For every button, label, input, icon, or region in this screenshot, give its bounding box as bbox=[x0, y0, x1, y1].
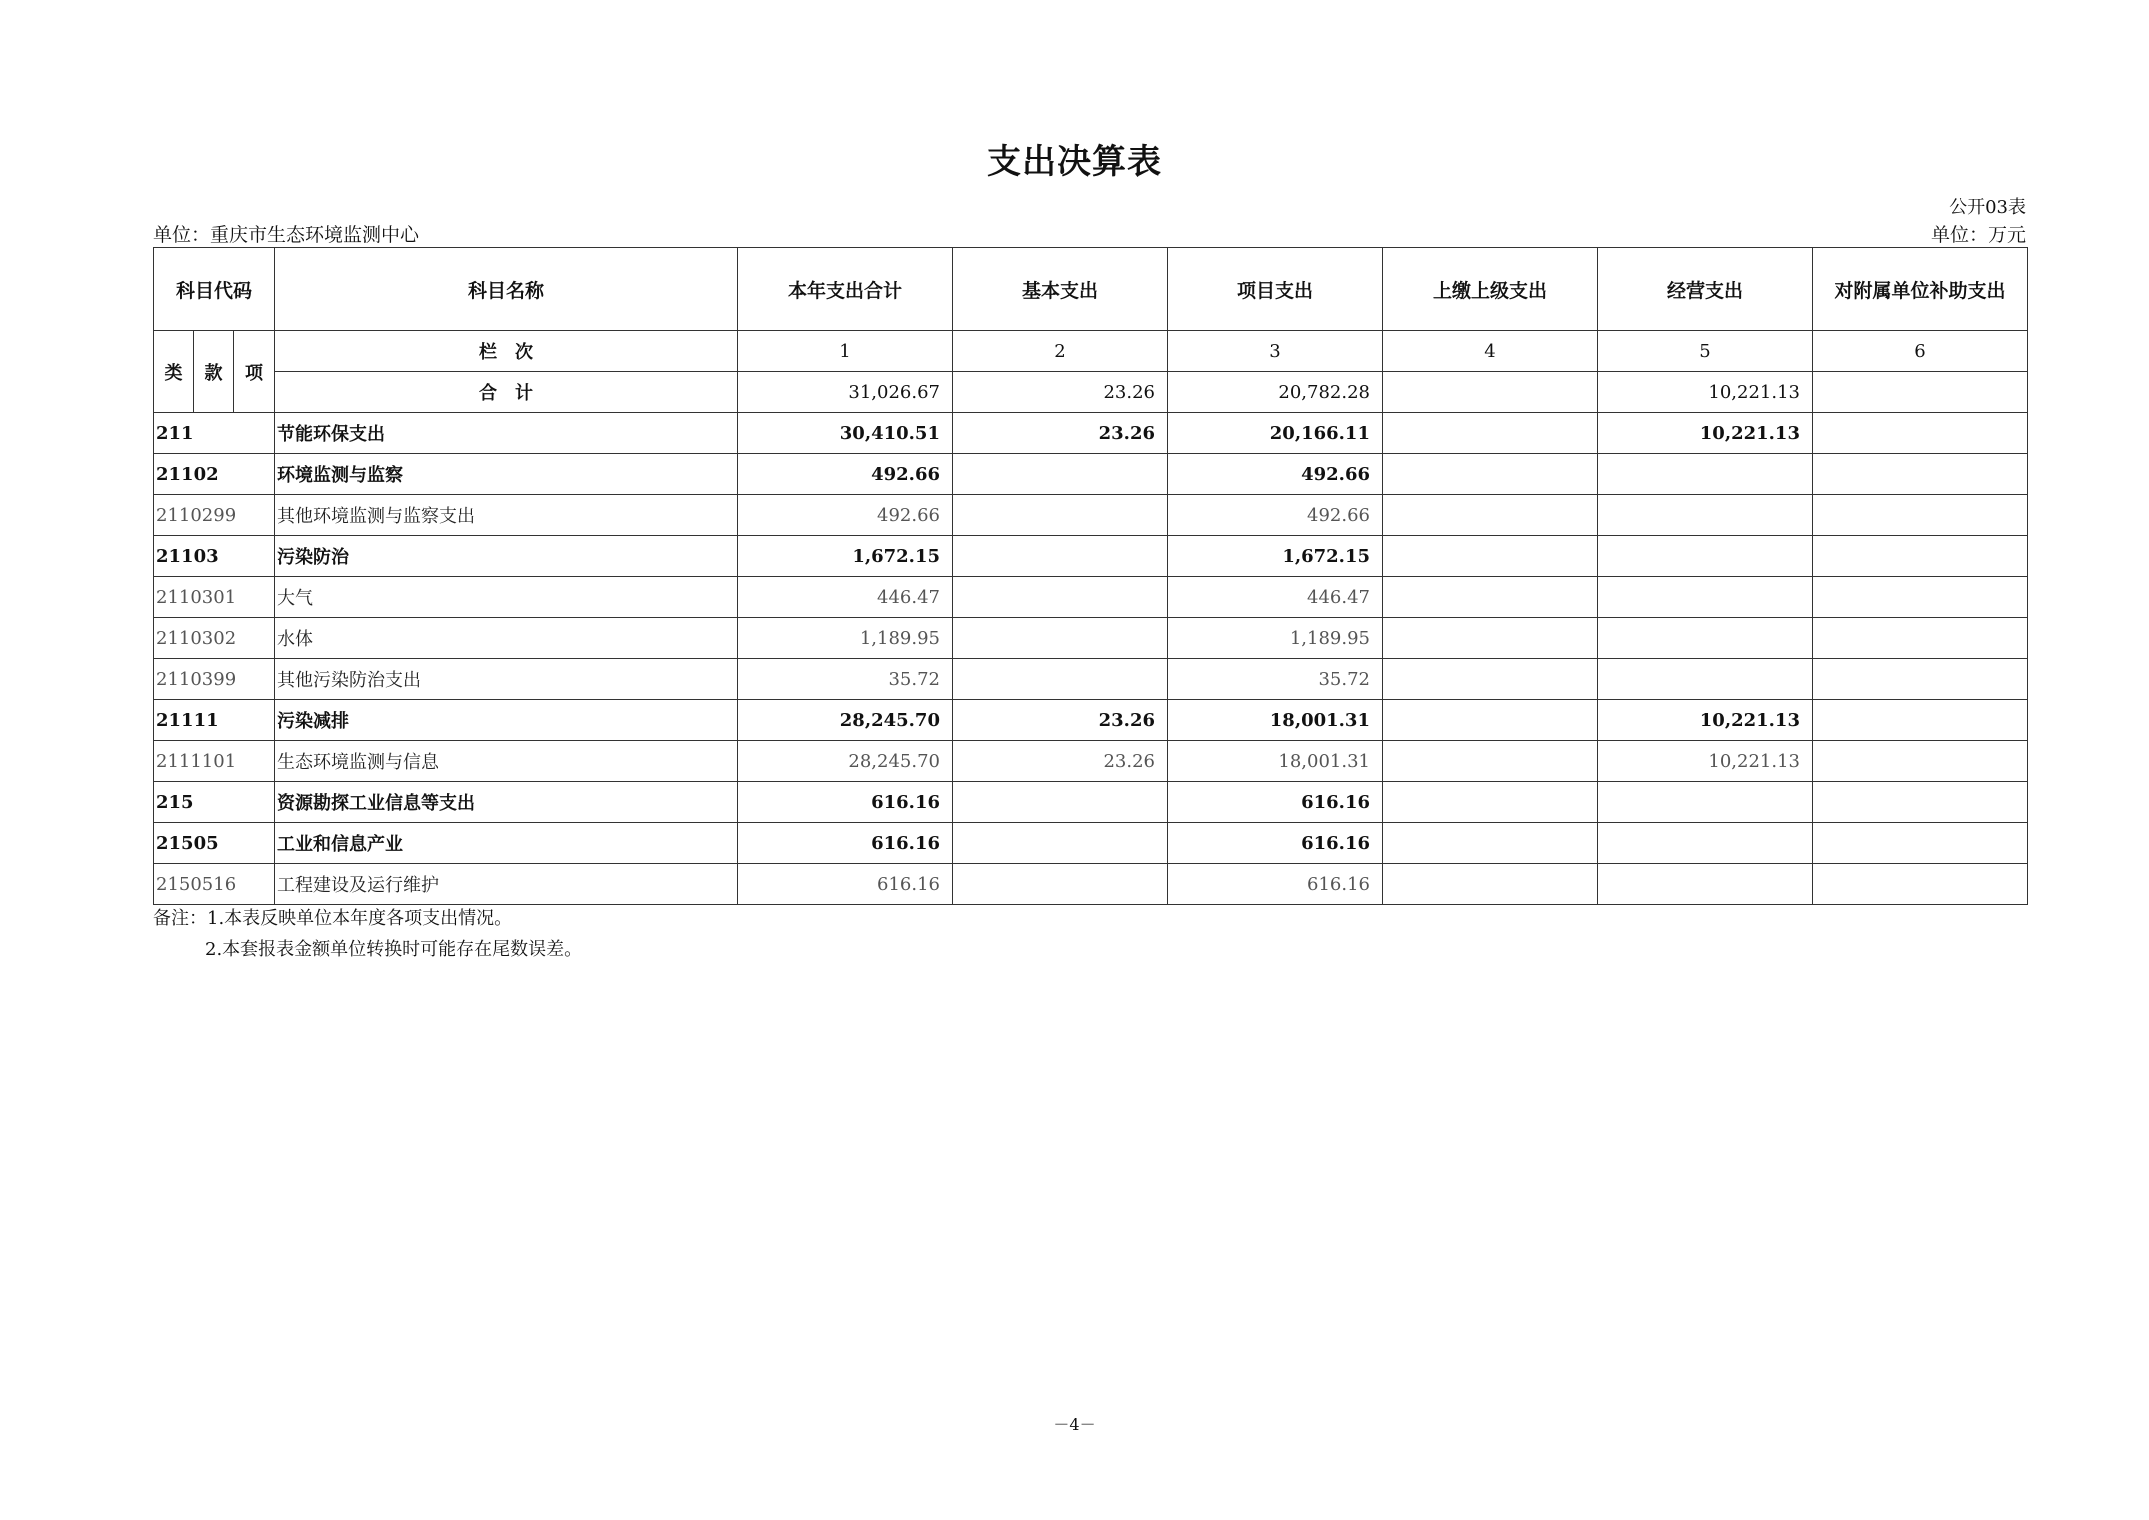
row-value bbox=[1598, 864, 1813, 905]
row-value: 23.26 bbox=[953, 700, 1168, 741]
total-value: 31,026.67 bbox=[738, 372, 953, 413]
row-code: 211 bbox=[154, 413, 275, 454]
total-value: 23.26 bbox=[953, 372, 1168, 413]
row-name: 工程建设及运行维护 bbox=[275, 864, 738, 905]
table-row bbox=[154, 782, 2028, 823]
row-value bbox=[953, 495, 1168, 536]
row-value bbox=[1813, 454, 2028, 495]
row-value: 616.16 bbox=[738, 864, 953, 905]
row-code: 21102 bbox=[154, 454, 275, 495]
row-value: 23.26 bbox=[953, 413, 1168, 454]
row-value: 616.16 bbox=[1168, 823, 1383, 864]
row-value bbox=[953, 454, 1168, 495]
currency-unit: 单位：万元 bbox=[1930, 224, 2026, 246]
table-row bbox=[154, 618, 2028, 659]
row-value: 492.66 bbox=[738, 495, 953, 536]
notes bbox=[153, 903, 582, 965]
table-row bbox=[154, 413, 2028, 454]
row-value bbox=[1598, 618, 1813, 659]
row-value bbox=[1598, 495, 1813, 536]
row-value bbox=[953, 577, 1168, 618]
table-row bbox=[154, 700, 2028, 741]
row-value bbox=[1813, 495, 2028, 536]
row-value: 18,001.31 bbox=[1168, 700, 1383, 741]
table-row bbox=[154, 454, 2028, 495]
column-number-row bbox=[154, 331, 2028, 372]
table-row bbox=[154, 659, 2028, 700]
header-lei: 类 bbox=[154, 331, 194, 413]
row-value: 1,189.95 bbox=[738, 618, 953, 659]
total-value: 20,782.28 bbox=[1168, 372, 1383, 413]
header-col-4: 上缴上级支出 bbox=[1383, 248, 1598, 331]
row-value bbox=[953, 659, 1168, 700]
row-value bbox=[1813, 864, 2028, 905]
col-num-1: 1 bbox=[738, 331, 953, 372]
row-value: 10,221.13 bbox=[1598, 741, 1813, 782]
page-number: －4－ bbox=[1053, 1415, 1096, 1434]
row-value: 20,166.11 bbox=[1168, 413, 1383, 454]
col-num-4: 4 bbox=[1383, 331, 1598, 372]
col-num-6: 6 bbox=[1813, 331, 2028, 372]
table-row bbox=[154, 741, 2028, 782]
row-name: 其他环境监测与监察支出 bbox=[275, 495, 738, 536]
row-name: 节能环保支出 bbox=[275, 413, 738, 454]
table-row bbox=[154, 823, 2028, 864]
row-value bbox=[1813, 823, 2028, 864]
row-value bbox=[1813, 700, 2028, 741]
row-value: 23.26 bbox=[953, 741, 1168, 782]
row-value bbox=[1383, 413, 1598, 454]
total-value bbox=[1813, 372, 2028, 413]
row-name: 污染减排 bbox=[275, 700, 738, 741]
col-num-5: 5 bbox=[1598, 331, 1813, 372]
row-value: 18,001.31 bbox=[1168, 741, 1383, 782]
row-value bbox=[1598, 577, 1813, 618]
row-value bbox=[953, 823, 1168, 864]
row-name: 其他污染防治支出 bbox=[275, 659, 738, 700]
row-value: 492.66 bbox=[1168, 495, 1383, 536]
row-code: 2110399 bbox=[154, 659, 275, 700]
col-num-2: 2 bbox=[953, 331, 1168, 372]
row-value: 10,221.13 bbox=[1598, 413, 1813, 454]
row-value bbox=[953, 536, 1168, 577]
lanci-label: 栏 次 bbox=[275, 331, 738, 372]
table-row bbox=[154, 495, 2028, 536]
row-value bbox=[1383, 577, 1598, 618]
row-value: 35.72 bbox=[738, 659, 953, 700]
row-value bbox=[1598, 454, 1813, 495]
total-value: 10,221.13 bbox=[1598, 372, 1813, 413]
table-row bbox=[154, 577, 2028, 618]
reporting-unit: 单位：重庆市生态环境监测中心 bbox=[153, 224, 420, 246]
row-value bbox=[1383, 700, 1598, 741]
row-value bbox=[1598, 782, 1813, 823]
header-code: 科目代码 bbox=[154, 248, 275, 331]
header-col-3: 项目支出 bbox=[1168, 248, 1383, 331]
table-row bbox=[154, 536, 2028, 577]
row-name: 工业和信息产业 bbox=[275, 823, 738, 864]
header-kuan: 款 bbox=[194, 331, 234, 413]
row-code: 2150516 bbox=[154, 864, 275, 905]
total-row bbox=[154, 372, 2028, 413]
row-value bbox=[1813, 741, 2028, 782]
row-value: 30,410.51 bbox=[738, 413, 953, 454]
row-value: 616.16 bbox=[738, 823, 953, 864]
total-value bbox=[1383, 372, 1598, 413]
row-value bbox=[1813, 536, 2028, 577]
row-value bbox=[1383, 495, 1598, 536]
row-value: 446.47 bbox=[738, 577, 953, 618]
row-value: 616.16 bbox=[1168, 782, 1383, 823]
row-value bbox=[1813, 659, 2028, 700]
row-value: 10,221.13 bbox=[1598, 700, 1813, 741]
row-value bbox=[1598, 536, 1813, 577]
row-value bbox=[1598, 823, 1813, 864]
row-value: 1,672.15 bbox=[738, 536, 953, 577]
header-col-2: 基本支出 bbox=[953, 248, 1168, 331]
row-value bbox=[1383, 741, 1598, 782]
header-xiang: 项 bbox=[234, 331, 275, 413]
row-value bbox=[1383, 864, 1598, 905]
row-name: 大气 bbox=[275, 577, 738, 618]
row-value bbox=[1383, 618, 1598, 659]
row-name: 污染防治 bbox=[275, 536, 738, 577]
note-line-1: 备注：1.本表反映单位本年度各项支出情况。 bbox=[153, 908, 513, 929]
note-line-2: 2.本套报表金额单位转换时可能存在尾数误差。 bbox=[205, 939, 583, 960]
row-value bbox=[1813, 782, 2028, 823]
page-title: 支出决算表 bbox=[987, 142, 1162, 182]
header-col-1: 本年支出合计 bbox=[738, 248, 953, 331]
row-value: 1,189.95 bbox=[1168, 618, 1383, 659]
row-value bbox=[1813, 618, 2028, 659]
table-row bbox=[154, 864, 2028, 905]
row-value bbox=[1813, 577, 2028, 618]
row-value: 28,245.70 bbox=[738, 700, 953, 741]
row-value bbox=[1383, 823, 1598, 864]
row-value: 616.16 bbox=[738, 782, 953, 823]
row-value: 28,245.70 bbox=[738, 741, 953, 782]
row-code: 2110301 bbox=[154, 577, 275, 618]
row-value bbox=[953, 782, 1168, 823]
row-value bbox=[953, 864, 1168, 905]
row-value: 35.72 bbox=[1168, 659, 1383, 700]
row-name: 水体 bbox=[275, 618, 738, 659]
row-name: 资源勘探工业信息等支出 bbox=[275, 782, 738, 823]
row-value bbox=[1383, 536, 1598, 577]
row-value bbox=[1598, 659, 1813, 700]
row-code: 21103 bbox=[154, 536, 275, 577]
row-code: 2110299 bbox=[154, 495, 275, 536]
col-num-3: 3 bbox=[1168, 331, 1383, 372]
row-code: 21111 bbox=[154, 700, 275, 741]
form-number: 公开03表 bbox=[1949, 197, 2026, 218]
row-name: 生态环境监测与信息 bbox=[275, 741, 738, 782]
header-name: 科目名称 bbox=[275, 248, 738, 331]
row-value: 1,672.15 bbox=[1168, 536, 1383, 577]
row-value bbox=[953, 618, 1168, 659]
header-col-6: 对附属单位补助支出 bbox=[1813, 248, 2028, 331]
row-value: 492.66 bbox=[738, 454, 953, 495]
row-code: 2111101 bbox=[154, 741, 275, 782]
row-code: 2110302 bbox=[154, 618, 275, 659]
row-value: 616.16 bbox=[1168, 864, 1383, 905]
table-header-row bbox=[154, 248, 2028, 331]
row-value bbox=[1383, 782, 1598, 823]
expenditure-table bbox=[153, 247, 2028, 905]
row-value: 446.47 bbox=[1168, 577, 1383, 618]
row-code: 215 bbox=[154, 782, 275, 823]
header-col-5: 经营支出 bbox=[1598, 248, 1813, 331]
row-value bbox=[1813, 413, 2028, 454]
total-label: 合 计 bbox=[275, 372, 738, 413]
row-value: 492.66 bbox=[1168, 454, 1383, 495]
row-name: 环境监测与监察 bbox=[275, 454, 738, 495]
row-value bbox=[1383, 454, 1598, 495]
row-value bbox=[1383, 659, 1598, 700]
row-code: 21505 bbox=[154, 823, 275, 864]
